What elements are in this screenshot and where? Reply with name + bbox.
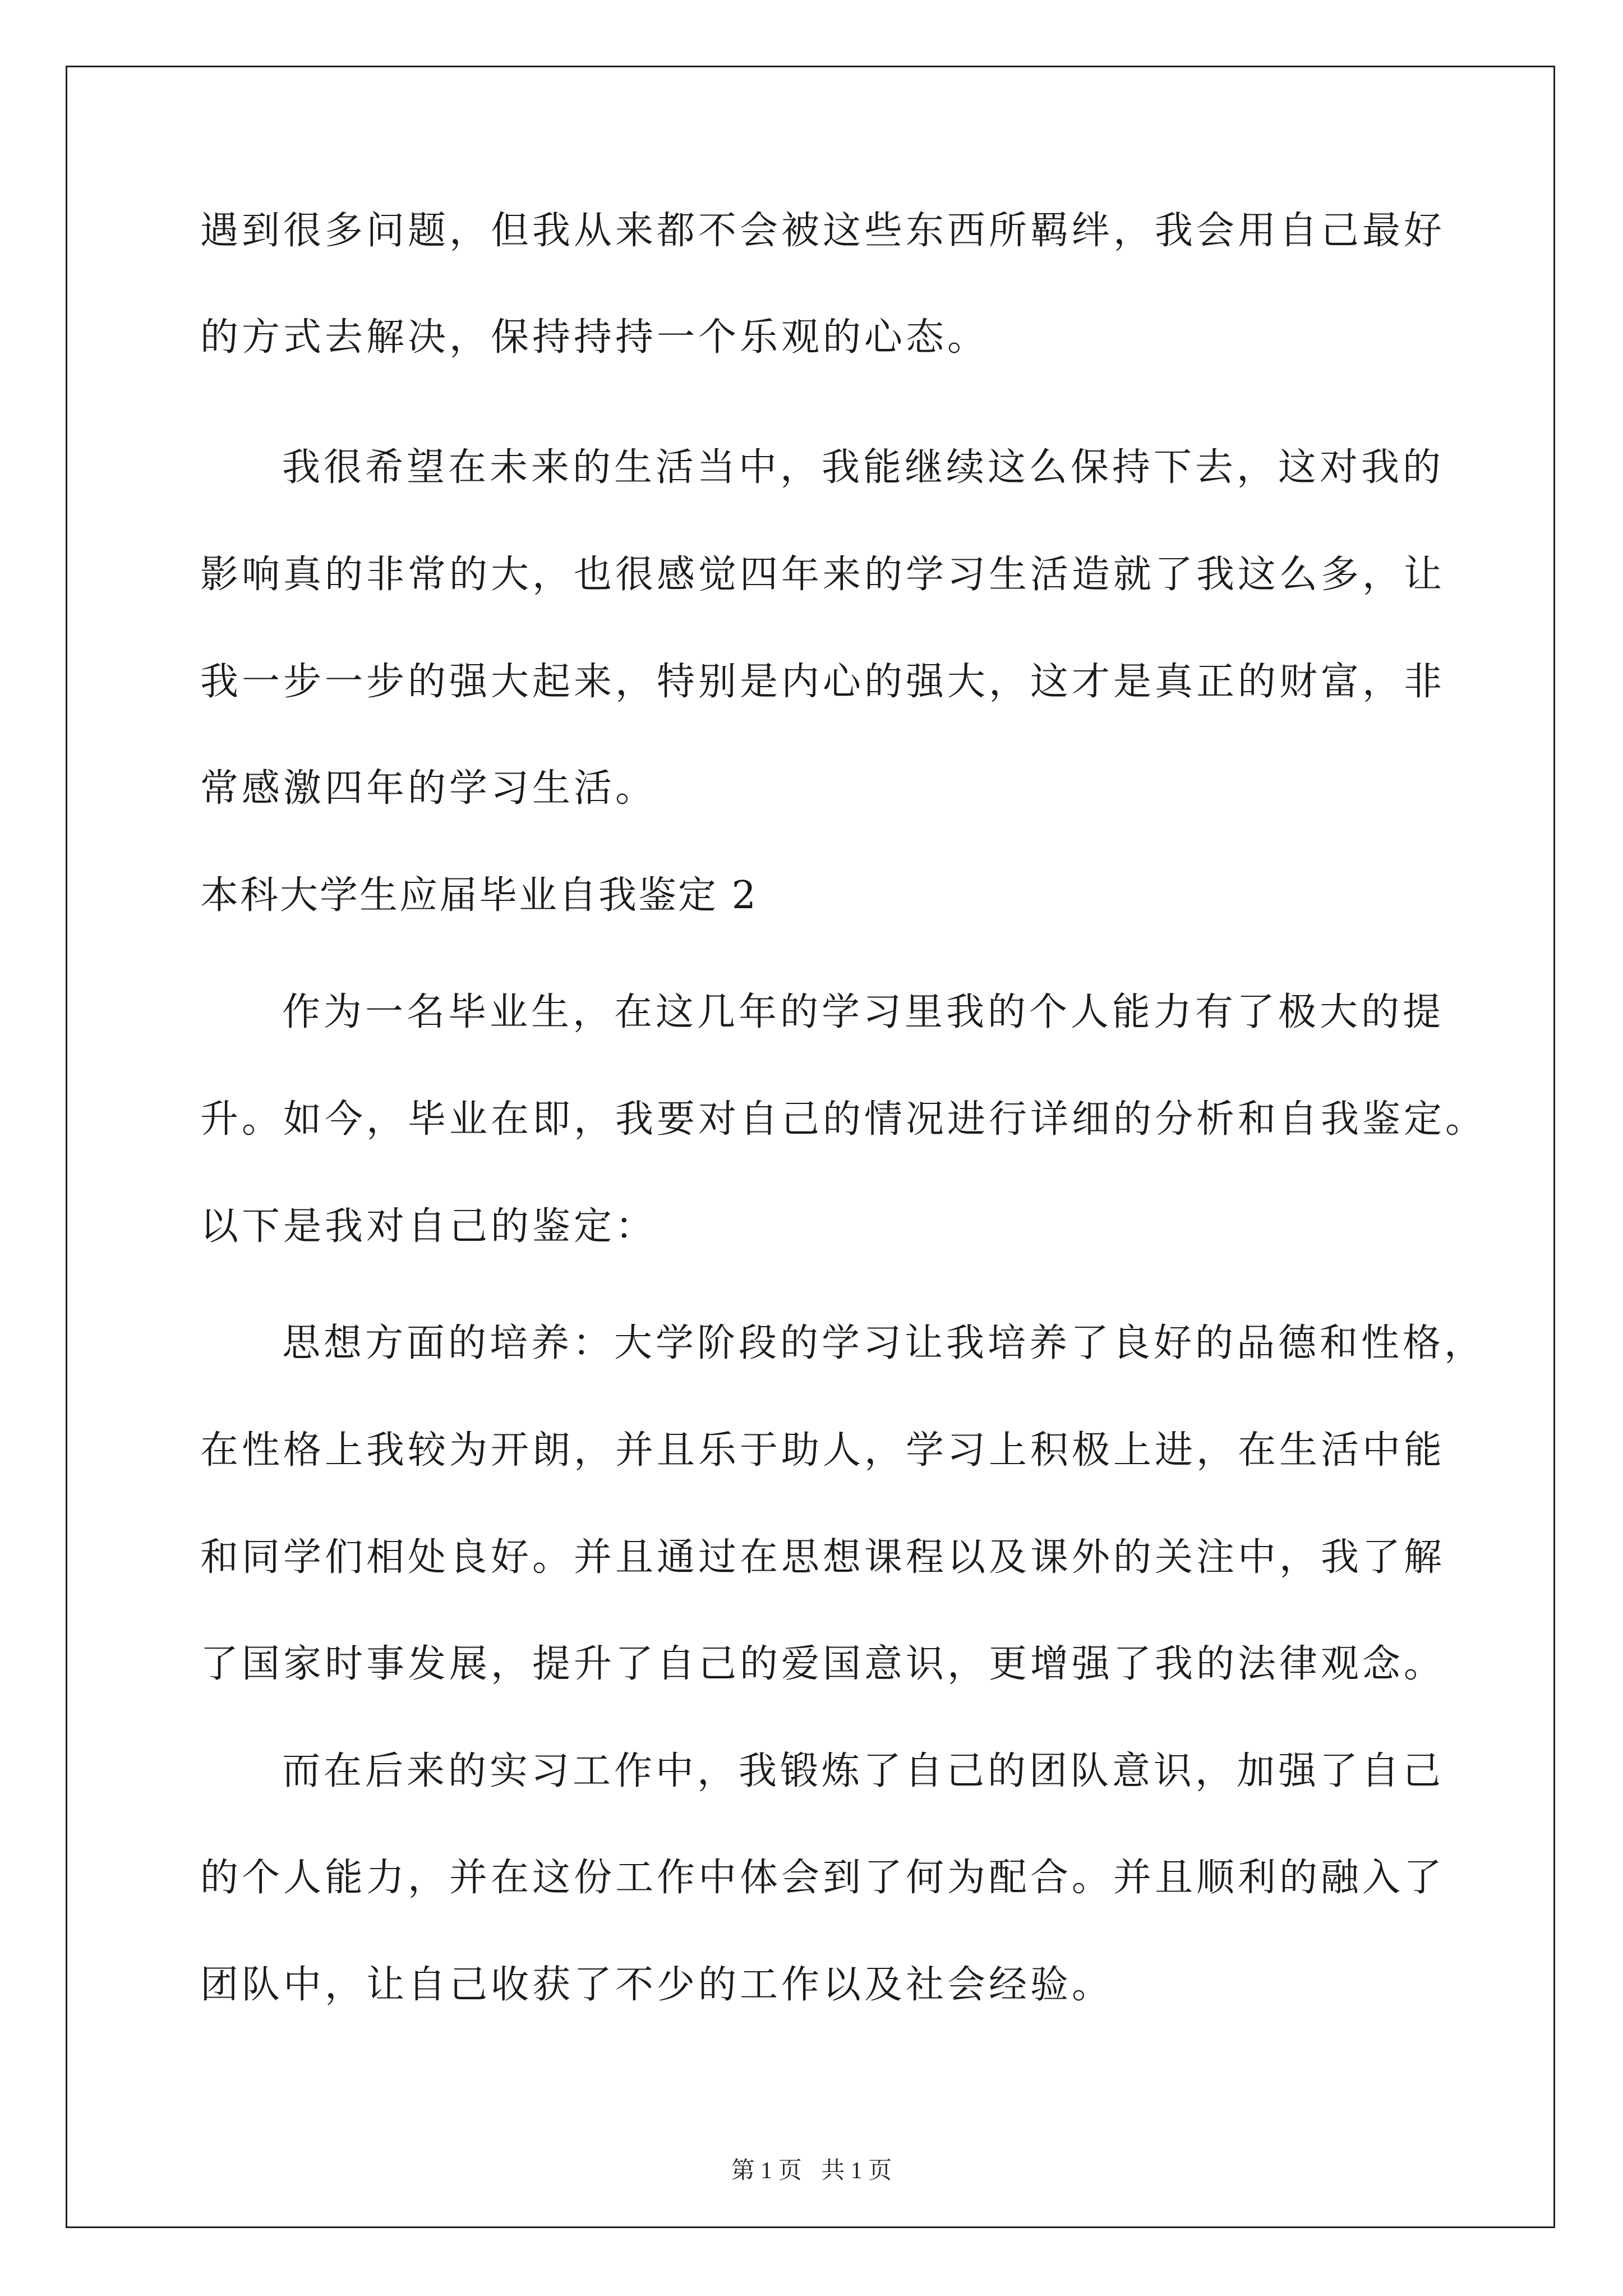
- section-heading: 本科大学生应届毕业自我鉴定 2: [200, 873, 758, 918]
- paragraph-line: 而在后来的实习工作中，我锻炼了自己的团队意识，加强了自己: [282, 1749, 1445, 1793]
- page-border: [66, 66, 1555, 2228]
- paragraph-line: 常感激四年的学习生活。: [200, 766, 657, 811]
- paragraph-line: 的方式去解决，保持持持一个乐观的心态。: [200, 315, 989, 360]
- paragraph-line: 影响真的非常的大，也很感觉四年来的学习生活造就了我这么多，让: [200, 553, 1446, 597]
- paragraph-line: 在性格上我较为开朗，并且乐于助人，学习上积极上进，在生活中能: [200, 1428, 1446, 1473]
- page-footer: [0, 2157, 1623, 2185]
- paragraph-line: 我很希望在未来的生活当中，我能继续这么保持下去，这对我的: [282, 445, 1445, 490]
- paragraph-line: 以下是我对自己的鉴定：: [200, 1204, 657, 1249]
- paragraph-line: 的个人能力，并在这份工作中体会到了何为配合。并且顺利的融入了: [200, 1856, 1446, 1900]
- paragraph-line: 升。如今，毕业在即，我要对自己的情况进行详细的分析和自我鉴定。: [200, 1097, 1487, 1142]
- paragraph-line: 我一步一步的强大起来，特别是内心的强大，这才是真正的财富，非: [200, 660, 1446, 704]
- paragraph-line: 作为一名毕业生，在这几年的学习里我的个人能力有了极大的提: [282, 990, 1445, 1034]
- paragraph-line: 和同学们相处良好。并且通过在思想课程以及课外的关注中，我了解: [200, 1535, 1446, 1580]
- paragraph-line: 思想方面的培养：大学阶段的学习让我培养了良好的品德和性格，: [282, 1321, 1486, 1365]
- page-number: 第 1 页: [731, 2158, 802, 2184]
- page-total: 共 1 页: [821, 2158, 892, 2184]
- paragraph-line: 了国家时事发展，提升了自己的爱国意识，更增强了我的法律观念。: [200, 1642, 1446, 1686]
- paragraph-line: 团队中，让自己收获了不少的工作以及社会经验。: [200, 1963, 1114, 2007]
- paragraph-line: 遇到很多问题，但我从来都不会被这些东西所羁绊，我会用自己最好: [200, 209, 1446, 253]
